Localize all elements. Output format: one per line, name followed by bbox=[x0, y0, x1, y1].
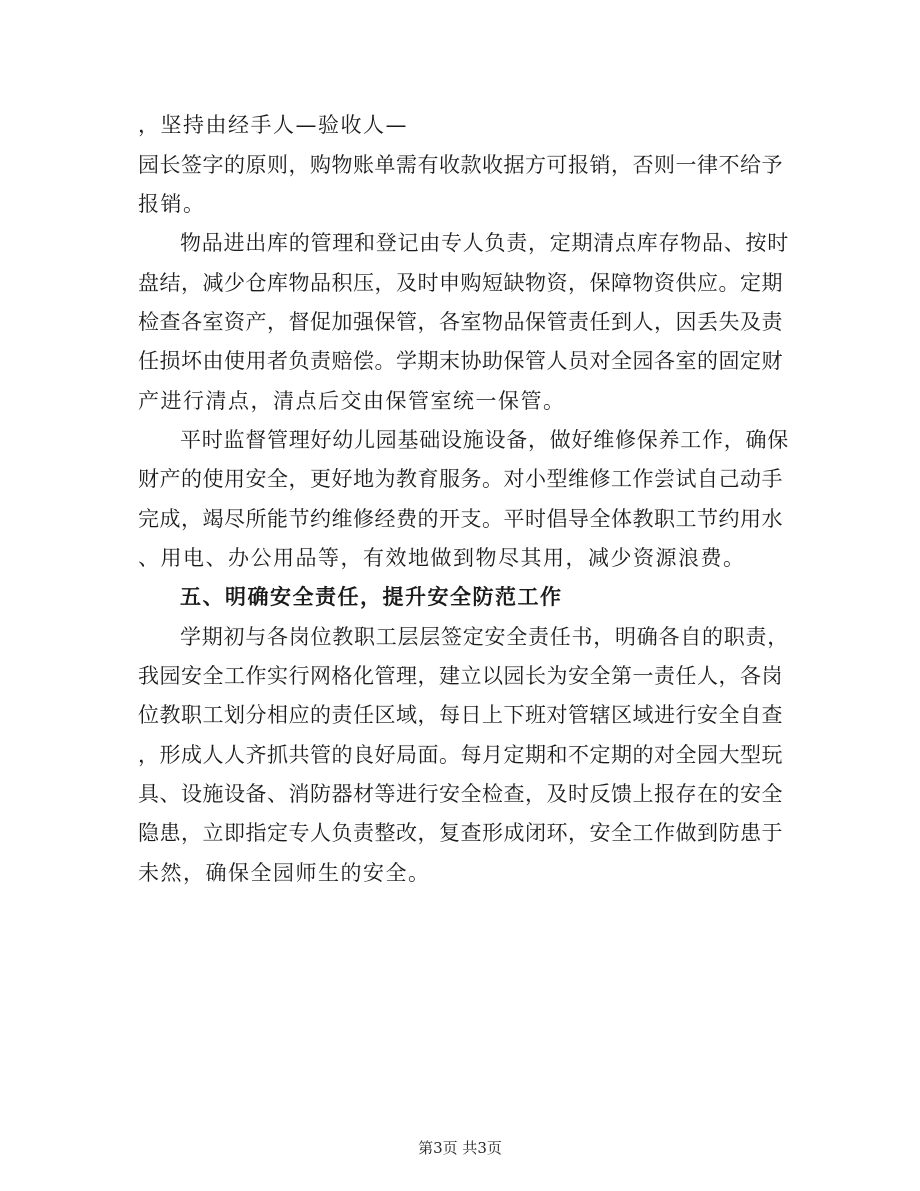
section-heading: 五、明确安全责任，提升安全防范工作 bbox=[180, 585, 563, 609]
text-line: 园长签字的原则，购物账单需有收款收据方可报销，否则一律不给予 bbox=[138, 153, 783, 177]
text-line: 位教职工划分相应的责任区域，每日上下班对管辖区域进行安全自查 bbox=[138, 703, 783, 727]
text-line: 完成，竭尽所能节约维修经费的开支。平时倡导全体教职工节约用水 bbox=[138, 507, 783, 531]
paragraph-first-line: 物品进出库的管理和登记由专人负责，定期清点库存物品、按时 bbox=[180, 231, 789, 255]
page-number: 第3页 共3页 bbox=[418, 1139, 502, 1157]
text-line: ，形成人人齐抓共管的良好局面。每月定期和不定期的对全园大型玩 bbox=[138, 743, 783, 767]
text-line: 具、设施设备、消防器材等进行安全检查，及时反馈上报存在的安全 bbox=[138, 782, 783, 806]
paragraph-first-line: 学期初与各岗位教职工层层签定安全责任书，明确各自的职责， bbox=[180, 625, 789, 649]
text-line: 隐患，立即指定专人负责整改，复查形成闭环，安全工作做到防患于 bbox=[138, 821, 783, 845]
text-line: 、用电、办公用品等，有效地做到物尽其用，减少资源浪费。 bbox=[138, 546, 746, 570]
text-line: 盘结，减少仓库物品积压，及时申购短缺物资，保障物资供应。定期 bbox=[138, 271, 783, 295]
paragraph-first-line: 平时监督管理好幼儿园基础设施设备，做好维修保养工作，确保 bbox=[180, 428, 789, 452]
text-line: 检查各室资产，督促加强保管，各室物品保管责任到人，因丢失及责 bbox=[138, 310, 783, 334]
text-line: 财产的使用安全，更好地为教育服务。对小型维修工作尝试自己动手 bbox=[138, 467, 783, 491]
text-line: 我园安全工作实行网格化管理，建立以园长为安全第一责任人，各岗 bbox=[138, 664, 783, 688]
text-line: ，坚持由经手人—验收人— bbox=[138, 113, 408, 137]
text-line: 任损坏由使用者负责赔偿。学期末协助保管人员对全园各室的固定财 bbox=[138, 349, 783, 373]
text-line: 产进行清点，清点后交由保管室统一保管。 bbox=[138, 389, 566, 413]
text-line: 未然，确保全园师生的安全。 bbox=[138, 861, 431, 885]
text-line: 报销。 bbox=[138, 192, 206, 216]
